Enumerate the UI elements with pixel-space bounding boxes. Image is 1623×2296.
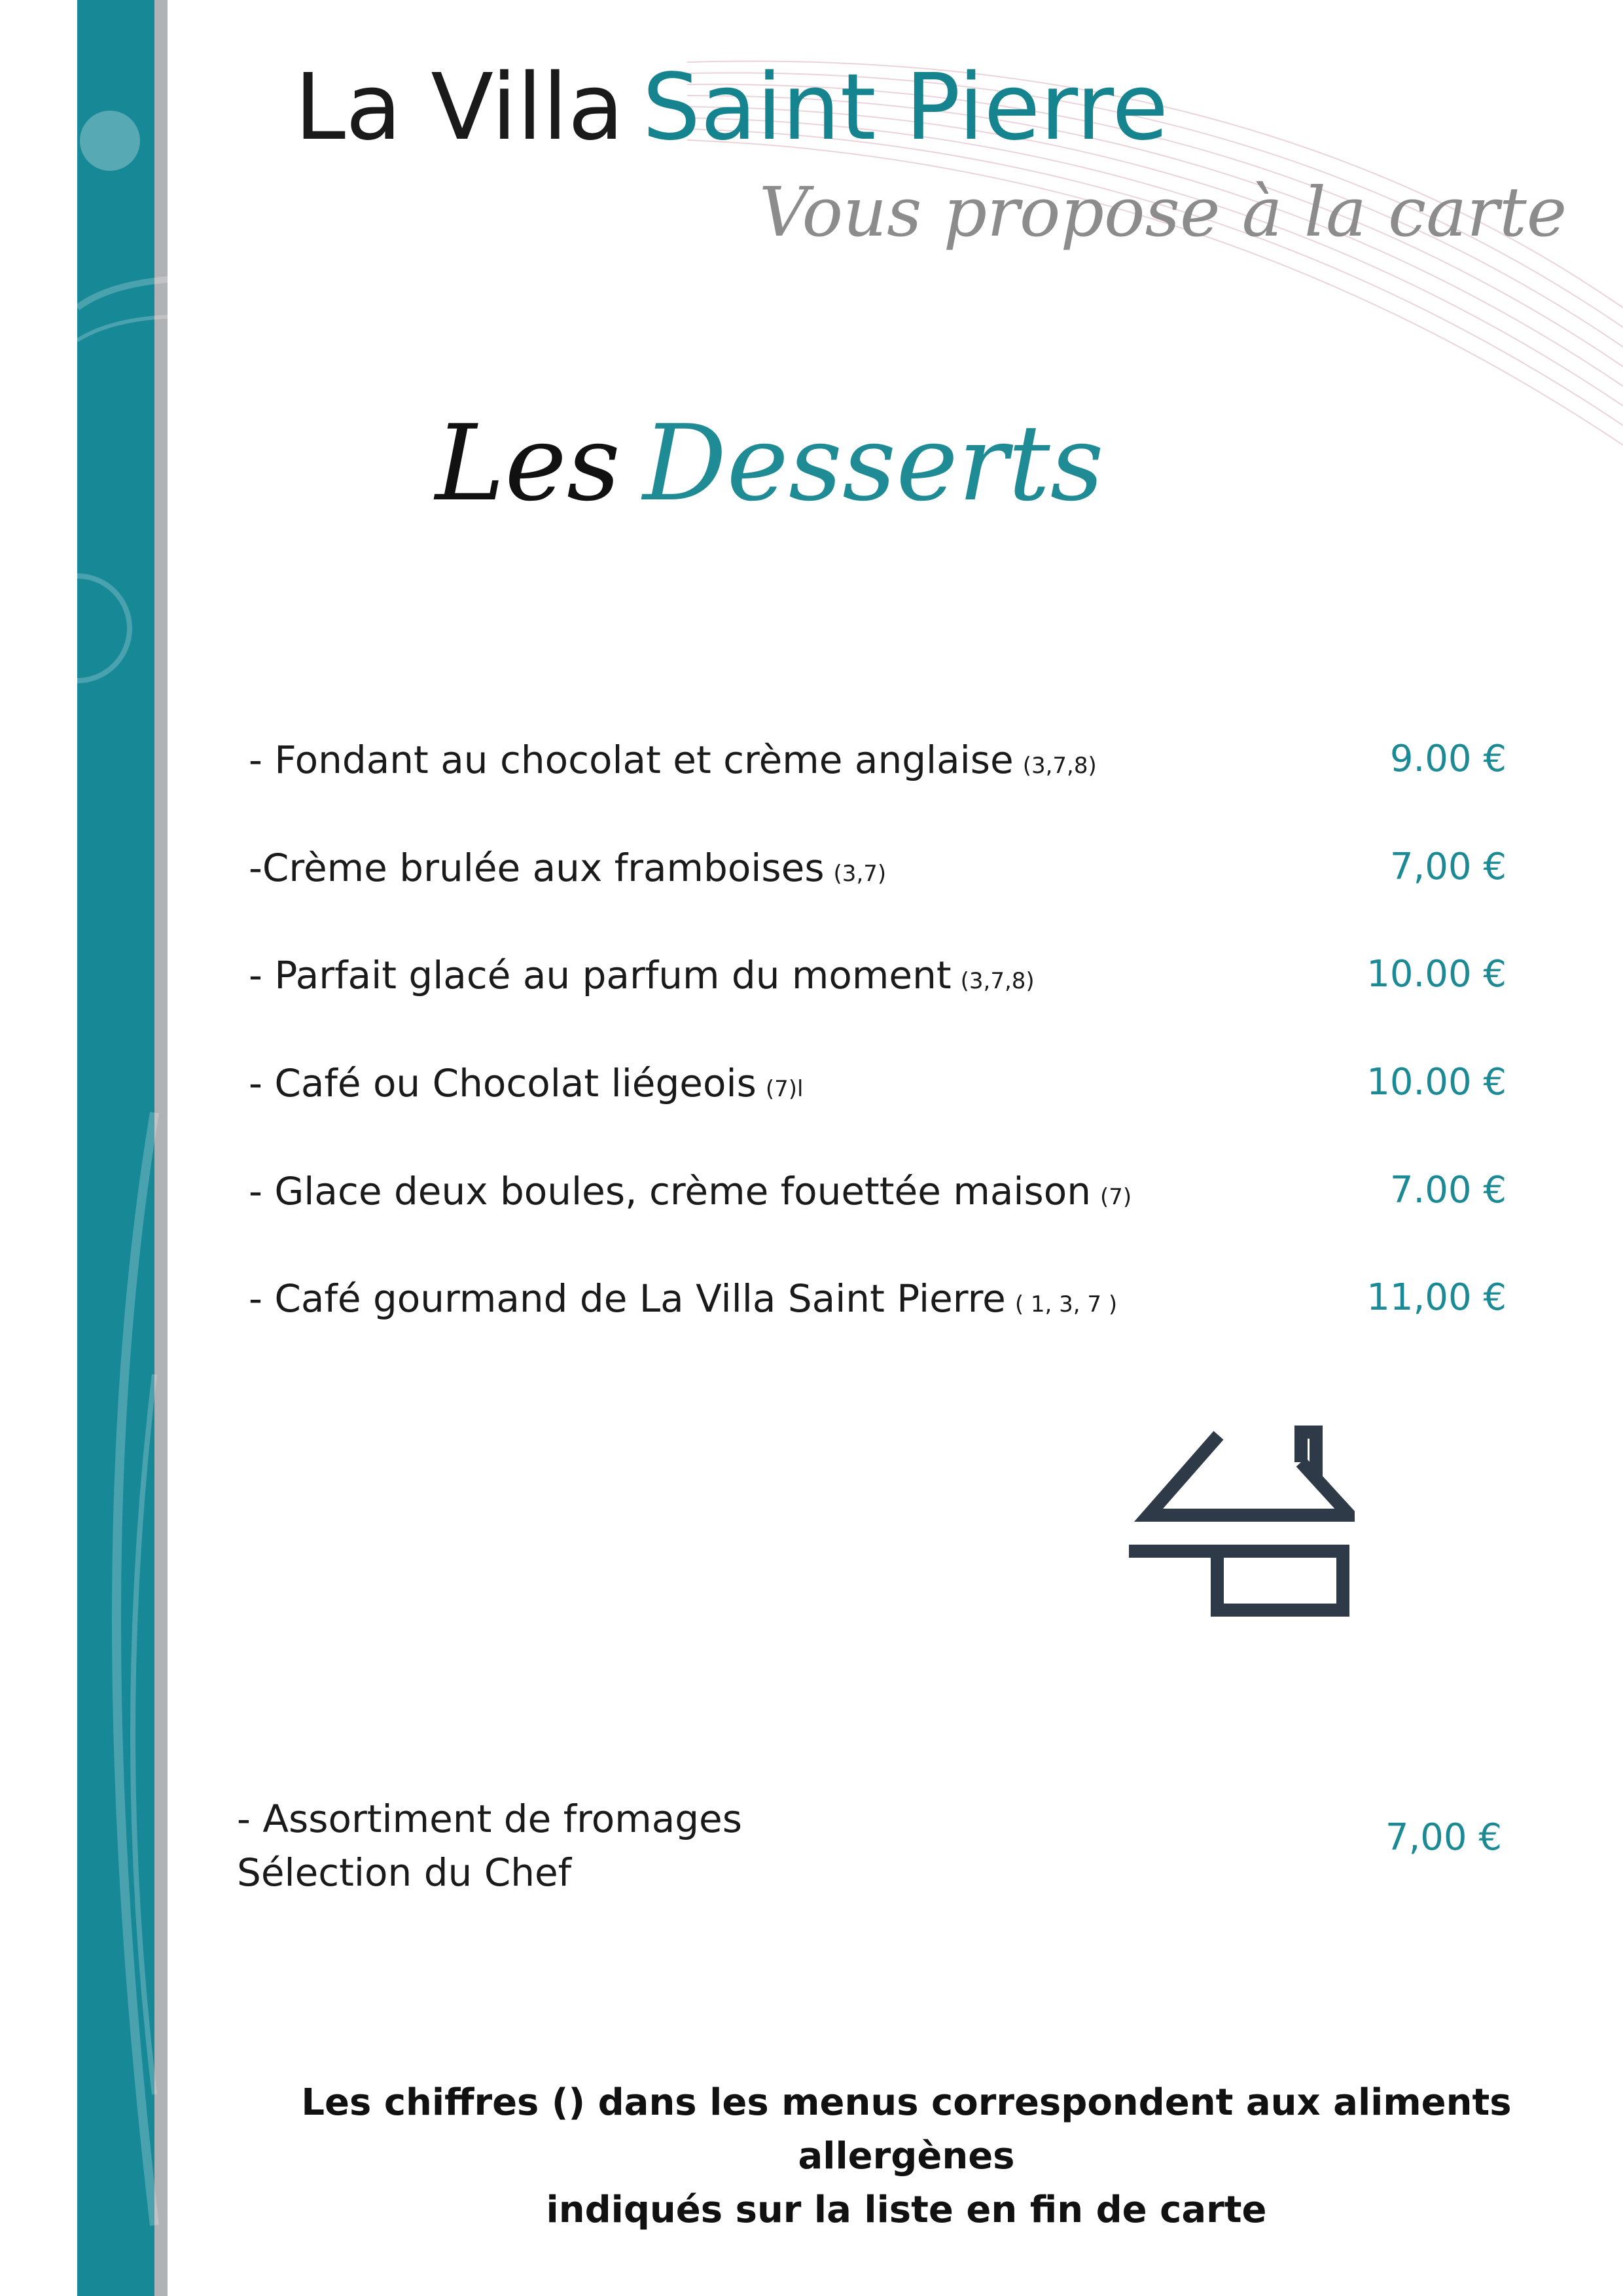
item-name bbox=[249, 1061, 804, 1105]
footnote-line-2: indiqués sur la liste en fin de carte bbox=[546, 2189, 1267, 2231]
item-name bbox=[249, 738, 1097, 782]
sidebar-gray-stripe bbox=[154, 0, 168, 2296]
cheese-item bbox=[0, 1797, 1623, 1931]
item-name-text: - Glace deux boules, crème fouettée maison bbox=[249, 1169, 1091, 1213]
item-name-text: - Café ou Chocolat liégeois bbox=[249, 1061, 757, 1105]
item-name-text: - Fondant au chocolat et crème anglaise bbox=[249, 738, 1014, 782]
menu-item bbox=[0, 846, 1623, 914]
section-title-part1: Les bbox=[435, 402, 621, 524]
cheese-item-subtitle: Sélection du Chef bbox=[237, 1850, 572, 1895]
item-name-text: - Café gourmand de La Villa Saint Pierre bbox=[249, 1276, 1006, 1321]
menu-item bbox=[0, 953, 1623, 1022]
restaurant-name bbox=[294, 54, 1169, 161]
item-allergens: ( 1, 3, 7 ) bbox=[1014, 1291, 1118, 1318]
item-price: 7,00 € bbox=[1389, 846, 1507, 888]
item-allergens: (7) bbox=[1099, 1184, 1132, 1210]
item-name bbox=[249, 1276, 1118, 1321]
cheese-item-name: - Assortiment de fromages bbox=[237, 1797, 742, 1841]
item-price: 10.00 € bbox=[1366, 953, 1507, 996]
item-price: 7.00 € bbox=[1389, 1169, 1507, 1211]
item-name bbox=[249, 953, 1035, 997]
item-name bbox=[249, 846, 887, 890]
item-allergens: (3,7,8) bbox=[960, 968, 1035, 994]
restaurant-name-part1: La Villa bbox=[294, 54, 624, 161]
restaurant-name-part2: Saint Pierre bbox=[642, 54, 1169, 161]
menu-item bbox=[0, 738, 1623, 806]
item-allergens: (3,7) bbox=[833, 861, 887, 887]
item-allergens: (3,7,8) bbox=[1022, 753, 1097, 779]
tagline: Vous propose à la carte bbox=[759, 172, 1567, 252]
item-price: 10.00 € bbox=[1366, 1061, 1507, 1103]
item-allergens: (7)l bbox=[765, 1076, 804, 1102]
item-price: 11,00 € bbox=[1366, 1276, 1507, 1319]
item-name bbox=[249, 1169, 1132, 1213]
allergen-footnote bbox=[190, 2076, 1623, 2237]
section-title bbox=[435, 402, 1104, 524]
menu-item bbox=[0, 1061, 1623, 1130]
footnote-line-1: Les chiffres () dans les menus correspondent aux aliments allergènes bbox=[301, 2081, 1512, 2178]
menu-item bbox=[0, 1276, 1623, 1345]
item-price: 9.00 € bbox=[1389, 738, 1507, 780]
section-title-part2: Desserts bbox=[643, 402, 1104, 524]
cheese-item-price: 7,00 € bbox=[1385, 1816, 1502, 1859]
fait-maison-house-icon bbox=[1129, 1419, 1355, 1619]
item-name-text: - Parfait glacé au parfum du moment bbox=[249, 953, 952, 997]
item-name-text: -Crème brulée aux framboises bbox=[249, 846, 825, 890]
menu-item bbox=[0, 1169, 1623, 1238]
